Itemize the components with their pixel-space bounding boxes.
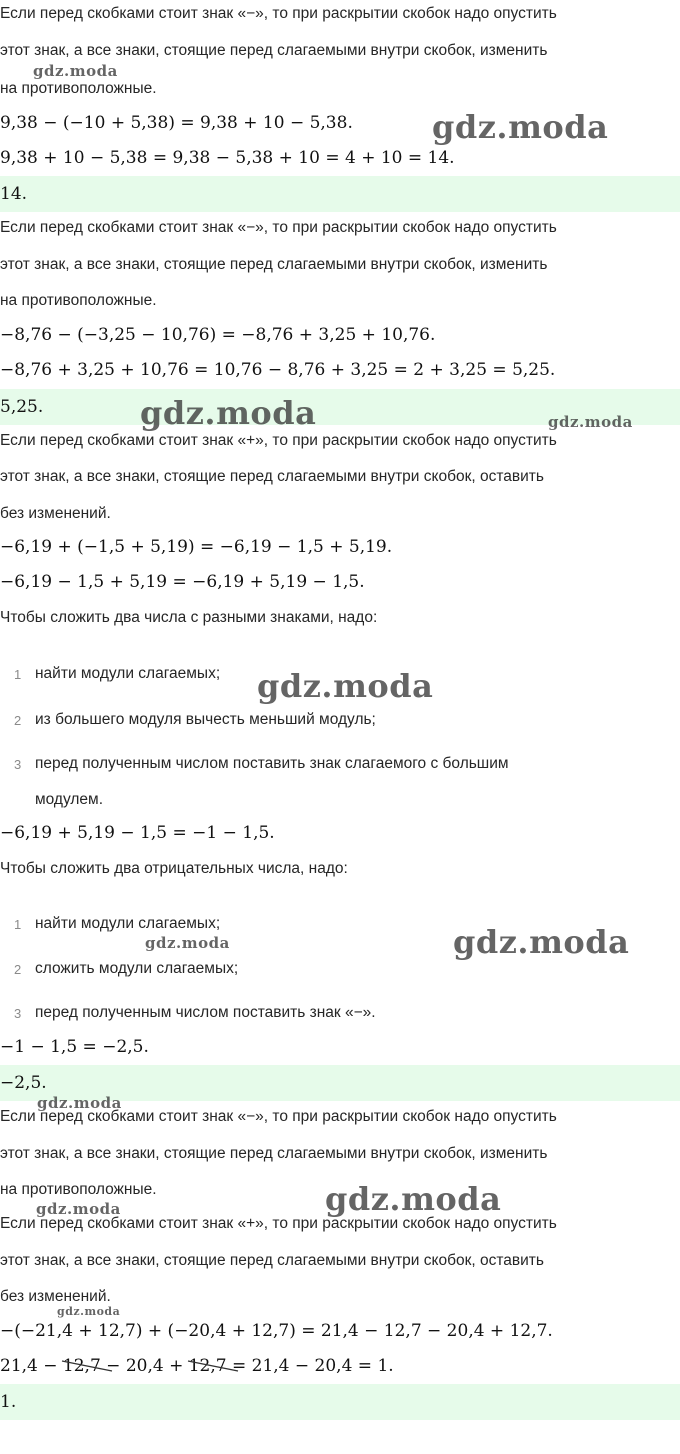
rule-text: этот знак, а все знаки, стоящие перед слагаемыми внутри скобок, изменить xyxy=(0,42,548,59)
rule-title: Чтобы сложить два числа с разными знаками, надо: xyxy=(0,609,378,626)
watermark-logo: gdz.moda xyxy=(145,934,230,952)
cancelled-term xyxy=(189,1356,232,1376)
rule-text: этот знак, а все знаки, стоящие перед слагаемыми внутри скобок, изменить xyxy=(0,1145,548,1162)
watermark-logo: gdz.moda xyxy=(325,1180,502,1218)
math-line: −6,19 + (−1,5 + 5,19) = −6,19 − 1,5 + 5,19. xyxy=(0,537,393,557)
math-part: − 20,4 + xyxy=(106,1356,184,1376)
list-number: 3 xyxy=(14,757,22,772)
math-part: 12,7 xyxy=(188,1356,227,1376)
watermark-logo: gdz.moda xyxy=(140,394,317,432)
rule-text: этот знак, а все знаки, стоящие перед слагаемыми внутри скобок, оставить xyxy=(0,1252,544,1269)
math-line: −8,76 − (−3,25 − 10,76) = −8,76 + 3,25 + 10,76. xyxy=(0,325,436,345)
list-number: 2 xyxy=(14,713,22,728)
list-item: перед полученным числом поставить знак «−». xyxy=(35,1004,376,1021)
rule-text: этот знак, а все знаки, стоящие перед слагаемыми внутри скобок, изменить xyxy=(0,256,548,273)
list-item: перед полученным числом поставить знак слагаемого с большим xyxy=(35,755,509,772)
rule-text: без изменений. xyxy=(0,1288,111,1305)
math-part: 21,4 − xyxy=(0,1356,58,1376)
math-line: −8,76 + 3,25 + 10,76 = 10,76 − 8,76 + 3,25 = 2 + 3,25 = 5,25. xyxy=(0,360,556,380)
strike-mark-icon xyxy=(187,1360,239,1372)
rule-text: на противоположные. xyxy=(0,292,157,309)
rule-text: на противоположные. xyxy=(0,1181,157,1198)
math-line: 9,38 − (−10 + 5,38) = 9,38 + 10 − 5,38. xyxy=(0,113,353,133)
math-line: −6,19 + 5,19 − 1,5 = −1 − 1,5. xyxy=(0,823,275,843)
rule-text: Если перед скобками стоит знак «−», то при раскрытии скобок надо опустить xyxy=(0,5,557,22)
list-item: найти модули слагаемых; xyxy=(35,665,221,682)
watermark-logo: gdz.moda xyxy=(257,667,434,705)
rule-text: Если перед скобками стоит знак «−», то при раскрытии скобок надо опустить xyxy=(0,1108,557,1125)
math-line: −1 − 1,5 = −2,5. xyxy=(0,1037,149,1057)
answer-band xyxy=(0,1384,680,1420)
list-number: 2 xyxy=(14,962,22,977)
rule-text: Если перед скобками стоит знак «−», то при раскрытии скобок надо опустить xyxy=(0,219,557,236)
rule-text: этот знак, а все знаки, стоящие перед слагаемыми внутри скобок, оставить xyxy=(0,468,544,485)
list-item: найти модули слагаемых; xyxy=(35,915,221,932)
strike-mark-icon xyxy=(61,1360,113,1372)
math-part: 12,7 xyxy=(62,1356,101,1376)
cancelled-term xyxy=(63,1356,106,1376)
rule-text: Если перед скобками стоит знак «+», то при раскрытии скобок надо опустить xyxy=(0,1215,557,1232)
watermark-logo: gdz.moda xyxy=(33,62,118,80)
math-line: −6,19 − 1,5 + 5,19 = −6,19 + 5,19 − 1,5. xyxy=(0,572,365,592)
rule-title: Чтобы сложить два отрицательных числа, надо: xyxy=(0,860,348,877)
answer-value: 14. xyxy=(0,184,28,204)
math-part: = 21,4 − 20,4 = 1. xyxy=(232,1356,394,1376)
math-line: −(−21,4 + 12,7) + (−20,4 + 12,7) = 21,4 − 12,7 − 20,4 + 12,7. xyxy=(0,1321,553,1341)
watermark-logo: gdz.moda xyxy=(37,1094,122,1112)
rule-text: Если перед скобками стоит знак «+», то при раскрытии скобок надо опустить xyxy=(0,432,557,449)
list-number: 1 xyxy=(14,917,22,932)
watermark-logo: gdz.moda xyxy=(453,923,630,961)
watermark-logo: gdz.moda xyxy=(57,1305,121,1318)
list-number: 1 xyxy=(14,667,22,682)
rule-text: на противоположные. xyxy=(0,80,157,97)
answer-value: 1. xyxy=(0,1392,17,1412)
rule-text: без изменений. xyxy=(0,505,111,522)
list-item-continuation: модулем. xyxy=(35,791,104,808)
list-number: 3 xyxy=(14,1006,22,1021)
watermark-logo: gdz.moda xyxy=(36,1200,121,1218)
math-line-cancellation xyxy=(0,1356,394,1376)
watermark-logo: gdz.moda xyxy=(432,108,609,146)
answer-band xyxy=(0,176,680,212)
math-line: 9,38 + 10 − 5,38 = 9,38 − 5,38 + 10 = 4 + 10 = 14. xyxy=(0,148,455,168)
answer-value: 5,25. xyxy=(0,397,44,417)
answer-value: −2,5. xyxy=(0,1073,47,1093)
list-item: сложить модули слагаемых; xyxy=(35,960,239,977)
watermark-logo: gdz.moda xyxy=(548,413,633,431)
list-item: из большего модуля вычесть меньший модуль; xyxy=(35,711,376,728)
